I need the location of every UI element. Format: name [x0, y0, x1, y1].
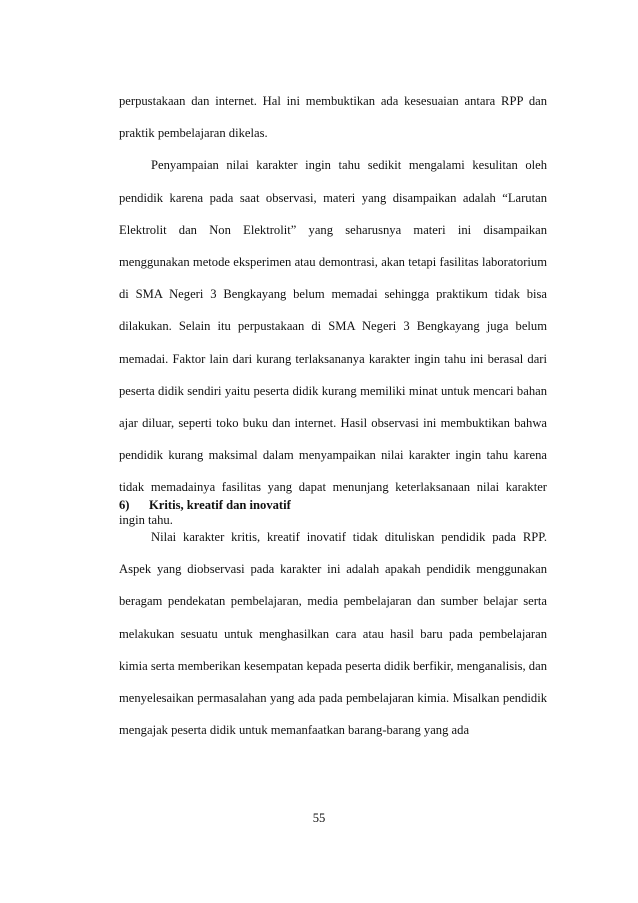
paragraph-kritis-kreatif-inovatif: Nilai karakter kritis, kreatif inovatif tidak dituliskan pendidik pada RPP. Aspek yang diobservasi pada karakter ini adalah apakah pendidik menggunakan beragam pendekatan pembelajaran, media pembelajaran dan sumber belajar serta melakukan sesuatu untuk menghasilkan cara atau hasil baru pada pembelajaran kimia serta memberikan kesempatan kepada peserta didik berfikir, menganalisis, dan menyelesaikan permasalahan yang ada pada pembelajaran kimia. Misalkan pendidik mengajak peserta didik untuk memanfaatkan barang-barang yang ada [119, 530, 547, 738]
paragraph-karakter-ingin-tahu: Penyampaian nilai karakter ingin tahu sedikit mengalami kesulitan oleh pendidik karena pada saat observasi, materi yang disampaikan adalah “Larutan Elektrolit dan Non Elektrolit” yang seharusnya materi ini disampaikan menggunakan metode eksperimen atau demontrasi, akan tetapi fasilitas laboratorium di SMA Negeri 3 Bengkayang belum memadai sehingga praktikum tidak bisa dilakukan. Selain itu perpustakaan di SMA Negeri 3 Bengkayang juga belum memadai. Faktor lain dari kurang terlaksananya karakter ingin tahu ini berasal dari peserta didik sendiri yaitu peserta didik kurang memiliki minat untuk mencari bahan ajar diluar, seperti toko buku dan internet. Hasil observasi ini membuktikan bahwa pendidik kurang maksimal dalam menyampaikan nilai karakter ingin tahu karena tidak memadainya fasilitas yang dapat menunjang keterlaksanaan nilai karakter ingin tahu. [119, 158, 547, 527]
section-heading-title: Kritis, kreatif dan inovatif [149, 498, 291, 512]
paragraph-continuation: perpustakaan dan internet. Hal ini membuktikan ada kesesuaian antara RPP dan praktik pembelajaran dikelas. [119, 94, 547, 141]
section-heading [119, 497, 291, 513]
body-text-after-heading [119, 521, 547, 746]
section-heading-number: 6) [119, 498, 130, 512]
page-number: 55 [312, 811, 326, 825]
body-text-before-heading [119, 85, 547, 536]
